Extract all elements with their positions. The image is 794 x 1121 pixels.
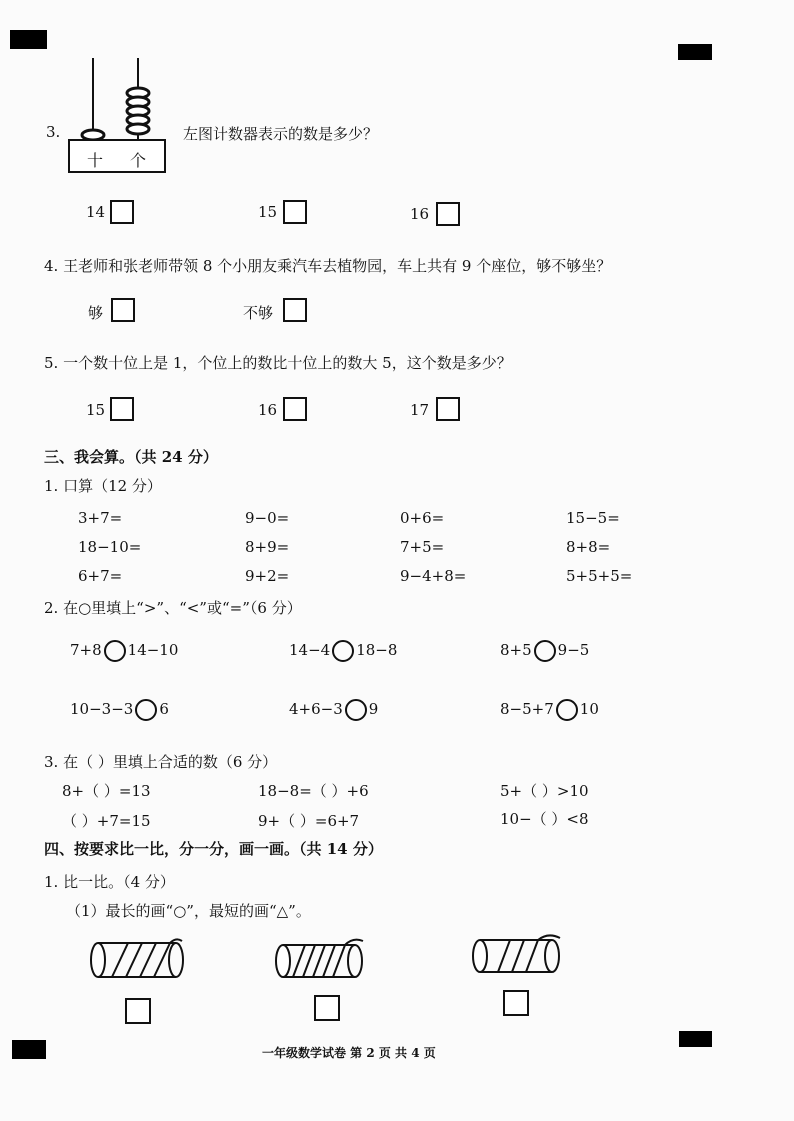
q5-option-checkbox[interactable] <box>283 397 307 421</box>
fill-blank-item[interactable]: 5+（ ）>10 <box>500 782 589 800</box>
q4-question: 4. 王老师和张老师带领 8 个小朋友乘汽车去植物园，车上共有 9 个座位，够不够坐？ <box>44 257 612 275</box>
compare-left: 4+6−3 <box>289 700 343 718</box>
mental-math-item: 15−5= <box>566 509 620 527</box>
q4-option-label: 够 <box>88 304 104 322</box>
compare-circle[interactable] <box>332 640 354 662</box>
spool-answer-box[interactable] <box>125 998 151 1024</box>
compare-item <box>289 640 397 662</box>
fill-blank-item[interactable]: 18−8=（ ）+6 <box>258 782 369 800</box>
q3-option-label: 15 <box>258 203 278 221</box>
abacus-illustration <box>66 56 170 176</box>
compare-item <box>70 699 169 721</box>
mental-math-item: 9−4+8= <box>400 567 467 585</box>
compare-circle[interactable] <box>345 699 367 721</box>
compare-left: 14−4 <box>289 641 331 659</box>
compare-right: 9−5 <box>557 641 590 659</box>
compare-circle[interactable] <box>556 699 578 721</box>
abacus-label-tens: 十 <box>87 151 104 170</box>
q5-question: 5. 一个数十位上是 1，个位上的数比十位上的数大 5，这个数是多少？ <box>44 354 512 372</box>
compare-item <box>500 699 599 721</box>
compare-left: 8+5 <box>500 641 532 659</box>
section-3-title: 三、我会算。（共 24 分） <box>44 448 218 466</box>
compare-left: 8−5+7 <box>500 700 554 718</box>
compare-right: 10 <box>579 700 599 718</box>
compare-left: 10−3−3 <box>70 700 134 718</box>
spool-answer-box[interactable] <box>503 990 529 1016</box>
q4-option-checkbox[interactable] <box>283 298 307 322</box>
section-3-part2-title: 2. 在○里填上“>”、“<”或“=”（6 分） <box>44 599 302 617</box>
mental-math-item: 18−10= <box>78 538 142 556</box>
corner-mark-top-right <box>678 44 712 60</box>
compare-circle[interactable] <box>534 640 556 662</box>
q3-option-checkbox[interactable] <box>110 200 134 224</box>
compare-right: 14−10 <box>127 641 179 659</box>
compare-left: 7+8 <box>70 641 102 659</box>
fill-blank-item[interactable]: （ ）+7=15 <box>62 812 151 830</box>
q5-option-label: 15 <box>86 401 106 419</box>
q3-number: 3. <box>46 123 61 141</box>
q4-option-checkbox[interactable] <box>111 298 135 322</box>
compare-right: 6 <box>159 700 169 718</box>
compare-circle[interactable] <box>135 699 157 721</box>
mental-math-item: 3+7= <box>78 509 123 527</box>
mental-math-item: 8+9= <box>245 538 290 556</box>
q5-option-checkbox[interactable] <box>110 397 134 421</box>
abacus-label-ones: 个 <box>130 151 147 170</box>
mental-math-item: 9+2= <box>245 567 290 585</box>
spool-answer-box[interactable] <box>314 995 340 1021</box>
mental-math-item: 8+8= <box>566 538 611 556</box>
spool-illustration <box>271 935 371 985</box>
compare-item <box>500 640 589 662</box>
compare-right: 9 <box>368 700 379 718</box>
section-3-part1-title: 1. 口算（12 分） <box>44 477 162 495</box>
q4-option-label: 不够 <box>243 304 274 322</box>
section-4-part1-title: 1. 比一比。（4 分） <box>44 873 175 891</box>
compare-right: 18−8 <box>356 641 398 659</box>
fill-blank-item[interactable]: 8+（ ）=13 <box>62 782 151 800</box>
q3-question: 左图计数器表示的数是多少？ <box>183 125 379 143</box>
section-4-part1-instruction: （1）最长的画“○”，最短的画“△”。 <box>66 902 311 920</box>
q3-option-checkbox[interactable] <box>436 202 460 226</box>
spool-illustration <box>88 935 188 985</box>
compare-circle[interactable] <box>104 640 126 662</box>
fill-blank-item[interactable]: 9+（ ）=6+7 <box>258 812 360 830</box>
q5-option-checkbox[interactable] <box>436 397 460 421</box>
corner-mark-bottom-right <box>679 1031 712 1047</box>
section-4-title: 四、按要求比一比，分一分，画一画。（共 14 分） <box>44 840 383 858</box>
corner-mark-bottom-left <box>12 1040 46 1059</box>
page-footer: 一年级数学试卷 第 2 页 共 4 页 <box>262 1046 436 1060</box>
fill-blank-item[interactable]: 10−（ ）<8 <box>500 810 589 828</box>
q5-option-label: 16 <box>258 401 278 419</box>
compare-item <box>70 640 178 662</box>
mental-math-item: 9−0= <box>245 509 290 527</box>
compare-item <box>289 699 378 721</box>
mental-math-item: 6+7= <box>78 567 123 585</box>
mental-math-item: 7+5= <box>400 538 445 556</box>
q3-option-label: 16 <box>410 205 430 223</box>
q3-option-checkbox[interactable] <box>283 200 307 224</box>
spool-illustration <box>468 932 568 982</box>
section-3-part3-title: 3. 在（ ）里填上合适的数（6 分） <box>44 753 278 771</box>
q5-option-label: 17 <box>410 401 430 419</box>
q3-option-label: 14 <box>86 203 106 221</box>
corner-mark-top-left <box>10 30 47 49</box>
mental-math-item: 5+5+5= <box>566 567 633 585</box>
mental-math-item: 0+6= <box>400 509 445 527</box>
